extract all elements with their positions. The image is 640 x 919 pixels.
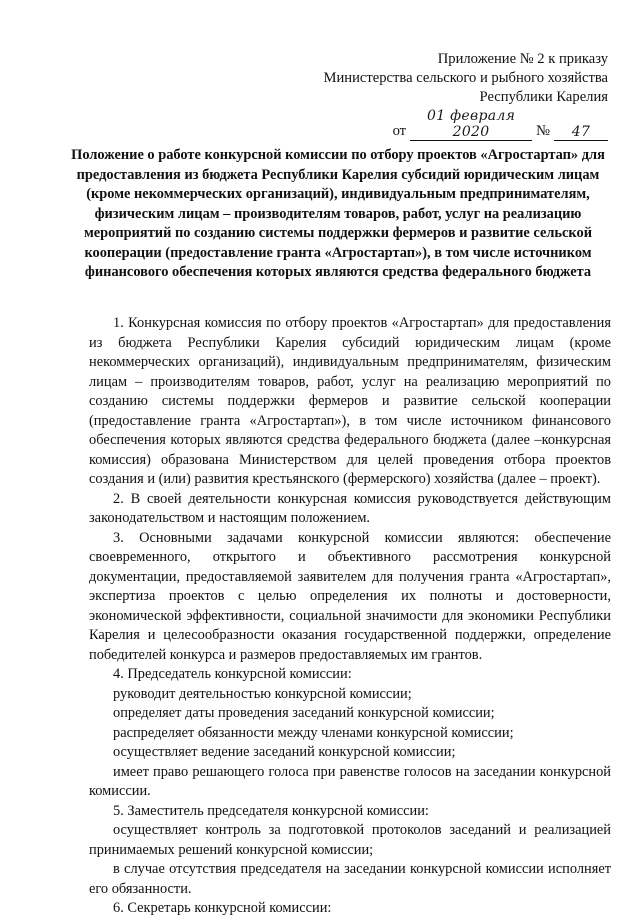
handwritten-date: 01 февраля 2020: [410, 108, 532, 141]
paragraph-5-item-1: осуществляет контроль за подготовкой протоколов заседаний и реализацией принимаемых решений конкурсной комиссии;: [89, 822, 611, 858]
paragraph-4-item-1: руководит деятельностью конкурсной комиссии;: [113, 685, 412, 702]
paragraph-2: 2. В своей деятельности конкурсная комиссия руководствуется действующим законодательством и настоящим положением.: [89, 490, 611, 526]
paragraph-5-item-2: в случае отсутствия председателя на заседании конкурсной комиссии исполняет его обязанности.: [89, 861, 611, 897]
paragraph-3: 3. Основными задачами конкурсной комиссии являются: обеспечение своевременного, открытого и объективного рассмотрения конкурсной документации, предоставляемой заявителем для получения гранта «Агростартап», экспертиза проектов с целью определения их полноты и достоверности, экономической эффективности, социальной значимости для экономики Республики Карелия и целесообразности оказания государственной поддержки, определение победителей конкурса и размеров предоставляемых им грантов.: [89, 529, 611, 663]
handwritten-number: 47: [554, 124, 608, 141]
paragraph-4: 4. Председатель конкурсной комиссии:: [113, 666, 352, 682]
document-title: Положение о работе конкурсной комиссии по отбору проектов «Агростартап» для предоставления из бюджета Республики Карелия субсидий юридическим лицам (кроме некоммерческих организаций), индивидуальным предпринимателям, физическим лицам – производителям товаров, работ, услуг на реализацию мероприятий по созданию системы поддержки фермеров и развитие сельской кооперации (предоставление гранта «Агростартап»), в том числе источником финансового обеспечения которых являются средства федерального бюджета: [71, 147, 605, 280]
paragraph-4-item-2: определяет даты проведения заседаний конкурсной комиссии;: [113, 705, 495, 721]
paragraph-4-item-5: имеет право решающего голоса при равенстве голосов на заседании конкурсной комиссии.: [89, 763, 611, 799]
paragraph-5: 5. Заместитель председателя конкурсной комиссии:: [113, 802, 429, 819]
paragraph-4-item-3: распределяет обязанности между членами конкурсной комиссии;: [113, 724, 514, 741]
number-label: №: [536, 123, 550, 139]
appendix-line-1: Приложение № 2 к приказу: [437, 51, 608, 67]
paragraph-6: 6. Секретарь конкурсной комиссии:: [113, 900, 332, 916]
paragraph-1: 1. Конкурсная комиссия по отбору проектов «Агростартап» для предоставления из бюджета Республики Карелия субсидий юридическим лицам (кроме некоммерческих организаций), индивидуальным предпринимателям, физическим лицам – производителям товаров, работ, услуг на реализацию мероприятий по созданию системы поддержки фермеров и развитие сельской кооперации (предоставление гранта «Агростартап»), в том числе источником финансового обеспечения которых являются средства федерального бюджета (далее –конкурсная комиссия) образована Министерством для целей проведения отбора проектов создания и (или) развития крестьянского (фермерского) хозяйства (далее – проект).: [89, 315, 611, 487]
appendix-header: [288, 50, 608, 141]
appendix-line-3: Республики Карелия: [479, 89, 608, 105]
paragraph-4-item-4: осуществляет ведение заседаний конкурсной комиссии;: [113, 744, 456, 760]
appendix-line-2: Министерства сельского и рыбного хозяйства: [323, 70, 608, 86]
order-date-number: [288, 108, 608, 141]
from-label: от: [392, 123, 407, 139]
document-body: [89, 314, 611, 919]
